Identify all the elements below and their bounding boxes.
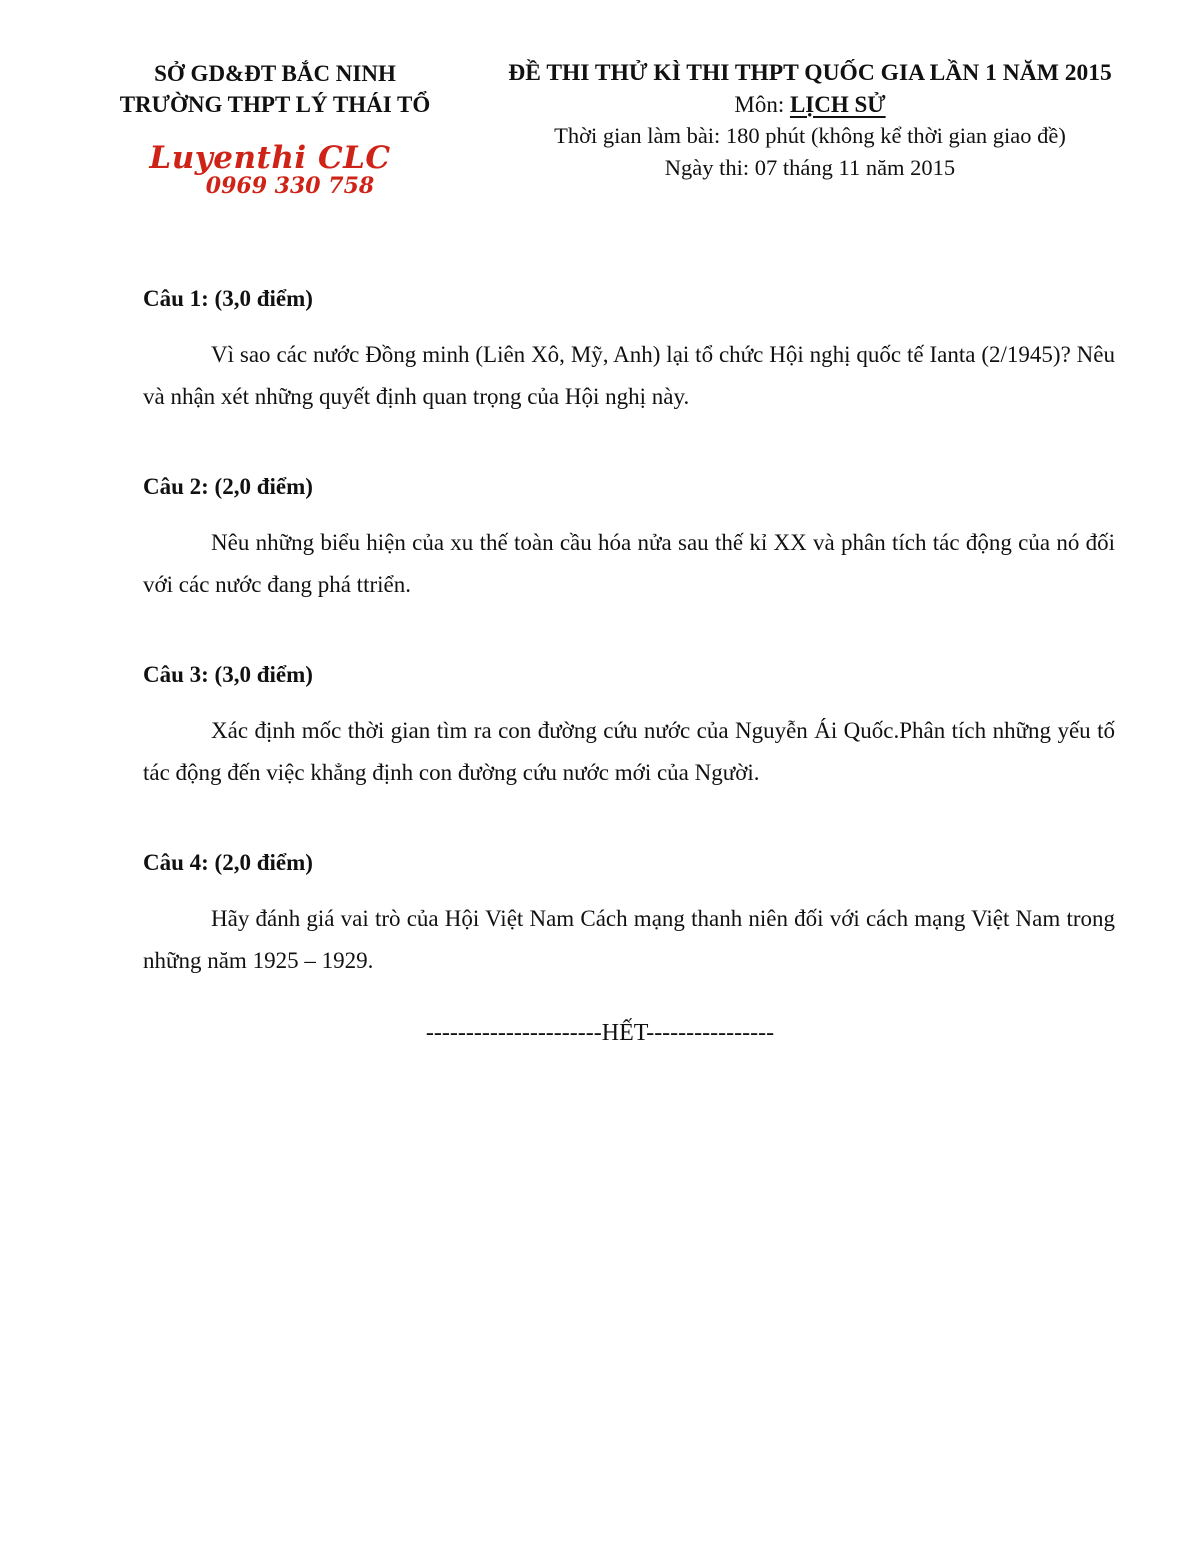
logo [120,142,420,198]
logo-name: Luyenthi CLC [149,140,391,176]
exam-header [455,58,1165,184]
question-3-text: Xác định mốc thời gian tìm ra con đường cứu nước của Nguyễn Ái Quốc.Phân tích những yếu tố tác động đến việc khẳng định con đường cứu nước mới của Người. [143,718,1115,785]
end-marker: ----------------------HẾT---------------- [425,1020,775,1046]
exam-duration: Thời gian làm bài: 180 phút (không kể thời gian giao đề) [554,123,1066,148]
questions-area [143,283,1115,1035]
question-2 [143,471,1115,606]
question-4 [143,847,1115,982]
exam-date: Ngày thi: 07 tháng 11 năm 2015 [664,155,956,180]
question-3-heading: Câu 3: (3,0 điểm) [143,662,313,687]
question-4-heading: Câu 4: (2,0 điểm) [143,850,313,875]
question-2-text: Nêu những biểu hiện của xu thế toàn cầu hóa nửa sau thế kỉ XX và phân tích tác động của nó đối với các nước đang phá ttriển. [143,530,1115,597]
question-4-text: Hãy đánh giá vai trò của Hội Việt Nam Cách mạng thanh niên đối với cách mạng Việt Nam trong những năm 1925 – 1929. [143,906,1115,973]
subject-name: LỊCH SỬ [789,92,886,117]
exam-title: ĐỀ THI THỬ KÌ THI THPT QUỐC GIA LẦN 1 NĂM 2015 [508,60,1112,86]
question-2-heading: Câu 2: (2,0 điểm) [143,474,313,499]
question-1-heading: Câu 1: (3,0 điểm) [143,286,313,311]
question-1-text: Vì sao các nước Đồng minh (Liên Xô, Mỹ, Anh) lại tổ chức Hội nghị quốc tế Ianta (2/1945)? Nêu và nhận xét những quyết định quan trọng của Hội nghị này. [143,342,1115,409]
issuing-org [85,58,465,120]
question-3 [143,659,1115,794]
org-school: TRƯỜNG THPT LÝ THÁI TỔ [119,92,431,117]
question-1 [143,283,1115,418]
logo-phone: 0969 330 758 [205,173,375,199]
subject-label: Môn: [734,92,790,117]
exam-subject-line [455,89,1165,120]
org-department: SỞ GD&ĐT BẮC NINH [154,61,396,86]
